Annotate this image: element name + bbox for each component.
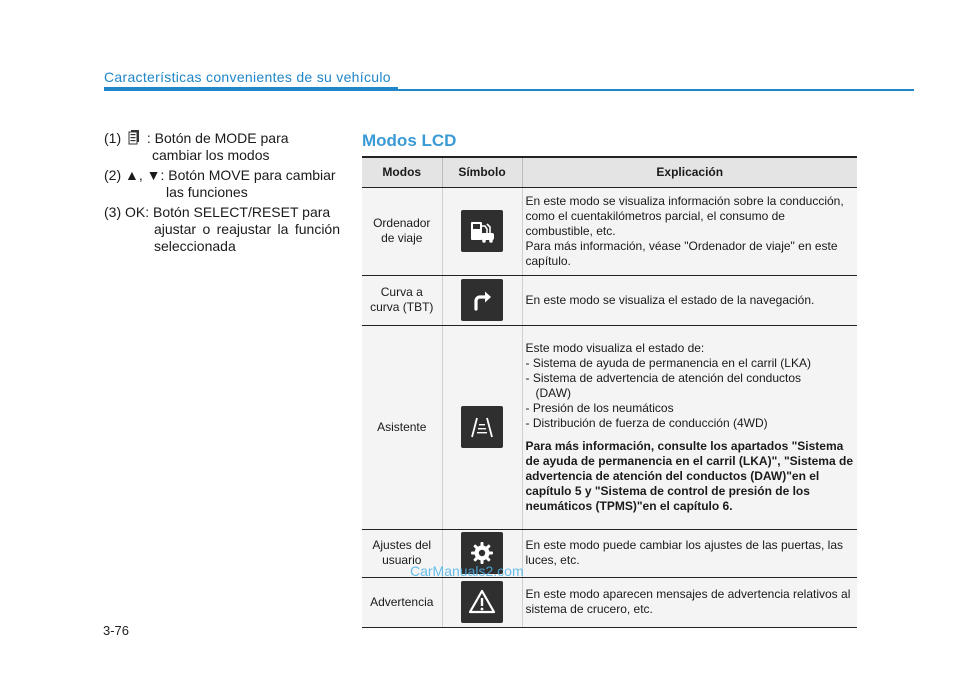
chapter-header: Características convenientes de su vehículo: [104, 69, 391, 85]
explanation-bullet: - Sistema de advertencia de atención del conductos: [525, 370, 802, 385]
table-row: [362, 325, 857, 529]
mode-name: Asistente: [362, 325, 442, 529]
explanation-bullet: (DAW): [535, 385, 572, 400]
page-number: 3-76: [103, 623, 130, 638]
table-row: [362, 577, 857, 627]
button-list: [104, 130, 340, 258]
explanation-note: Para más información, consulte los apartados "Sistema de ayuda de permanencia en el carril (LKA)", "Sistema de advertencia de atención del conductos (DAW)"en el capítulo 5 y "Sistema de control de presión de los neumáticos (TPMS)"en el capítulo 6.: [525, 438, 853, 513]
list-item-number: (2) ▲, ▼: [104, 167, 161, 183]
column-header-modos: Modos: [362, 157, 442, 187]
section-title: Modos LCD: [362, 131, 457, 150]
table-row: [362, 275, 857, 325]
explanation-text: En este modo aparecen mensajes de advertencia relativos al sistema de crucero, etc.: [522, 577, 857, 627]
fuel-pump-car-icon: [461, 210, 503, 252]
explanation-bullet: - Distribución de fuerza de conducción (4WD): [525, 415, 768, 430]
mode-button-icon: [128, 130, 140, 145]
list-item: [104, 167, 340, 201]
explanation-bullet: - Presión de los neumáticos: [525, 400, 674, 415]
turn-right-arrow-icon: [461, 279, 503, 321]
column-header-simbolo: Símbolo: [442, 157, 522, 187]
explanation-text: En este modo puede cambiar los ajustes de las puertas, las luces, etc.: [522, 529, 857, 577]
mode-name: Ajustes del usuario: [362, 529, 442, 577]
list-item: [104, 130, 340, 164]
mode-name: Ordenador de viaje: [362, 187, 442, 275]
watermark: CarManuals2.com: [410, 563, 524, 579]
mode-name: Advertencia: [362, 577, 442, 627]
list-item-continuation: ajustar o reajustar la función seleccionada: [154, 221, 340, 254]
list-item-number: (1): [104, 130, 122, 146]
mode-name: Curva a curva (TBT): [362, 275, 442, 325]
explanation-text: En este modo se visualiza el estado de la navegación.: [522, 275, 857, 325]
column-header-explicacion: Explicación: [522, 157, 857, 187]
list-item-text: : Botón MOVE para cambiar: [160, 167, 336, 183]
list-item-text: : Botón de MODE para: [146, 130, 289, 146]
header-rule-thick: [104, 87, 398, 91]
list-item-number: (3) OK: [104, 204, 146, 220]
table-header-row: [362, 157, 857, 187]
list-item-text: : Botón SELECT/RESET para: [145, 204, 331, 220]
explanation-text: Para más información, véase "Ordenador de viaje" en este capítulo.: [525, 238, 838, 268]
table-row: [362, 187, 857, 275]
list-item-continuation: las funciones: [166, 184, 248, 200]
lane-assist-icon: [461, 406, 503, 448]
explanation-text: En este modo se visualiza información sobre la conducción, como el cuentakilómetros parcial, el consumo de combustible, etc.: [525, 193, 844, 238]
list-item-continuation: cambiar los modos: [152, 147, 270, 163]
lcd-modes-table: [362, 156, 857, 628]
list-item: [104, 204, 340, 255]
header-rule-thin: [398, 89, 914, 91]
explanation-intro: Este modo visualiza el estado de:: [525, 340, 705, 355]
explanation-bullet: - Sistema de ayuda de permanencia en el carril (LKA): [525, 355, 811, 370]
warning-triangle-icon: [461, 581, 503, 623]
